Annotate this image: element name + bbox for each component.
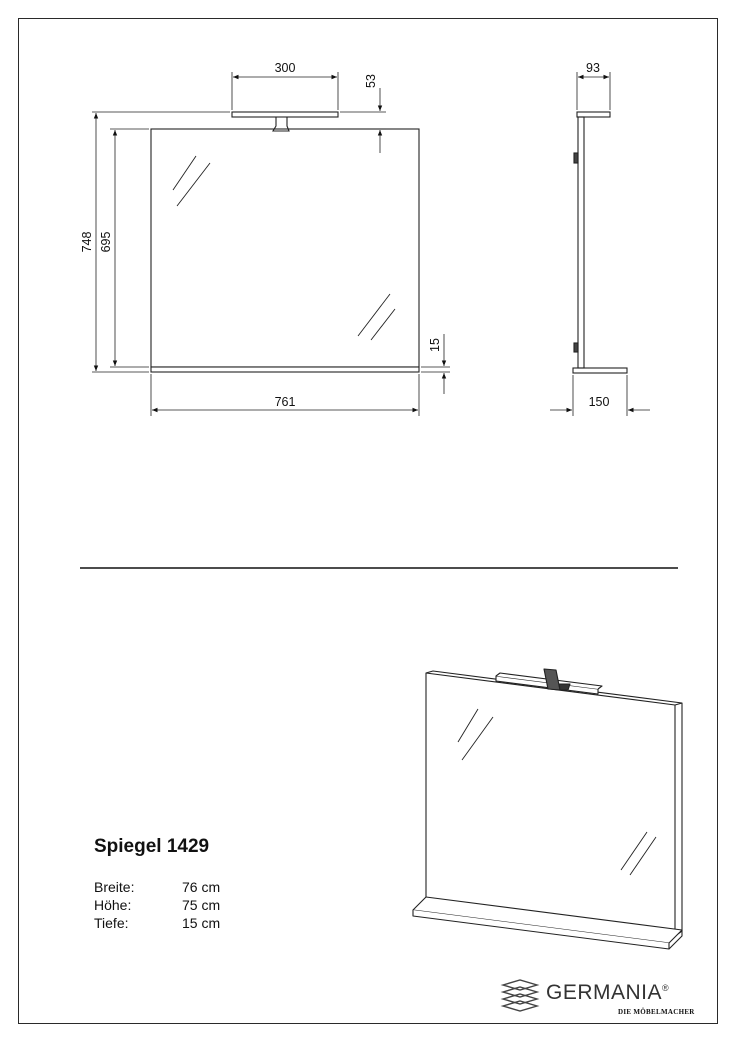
dim-total-width: 761 [274,395,296,409]
spec-label: Breite: [94,879,135,895]
dim-shelf-depth: 150 [588,395,610,409]
brand-name [546,981,669,1005]
brand-wordmark: GERMANIA [546,981,663,1004]
dim-mirror-height: 695 [99,231,113,253]
spec-value: 15 cm [182,915,221,931]
dim-shelf-height: 15 [428,338,442,352]
dim-total-height: 748 [80,231,94,253]
dim-top-depth: 93 [586,61,600,75]
spec-value: 76 cm [182,879,221,895]
dim-light-height: 53 [364,74,378,88]
registered-mark: ® [662,983,670,993]
spec-value: 75 cm [182,897,221,913]
brand-tagline: DIE MÖBELMACHER [618,1008,695,1016]
spec-label: Tiefe: [94,915,129,931]
stack-icon [503,980,537,1011]
spec-label: Höhe: [94,897,132,913]
product-title: Spiegel 1429 [94,836,210,857]
dim-light-width: 300 [274,61,296,75]
